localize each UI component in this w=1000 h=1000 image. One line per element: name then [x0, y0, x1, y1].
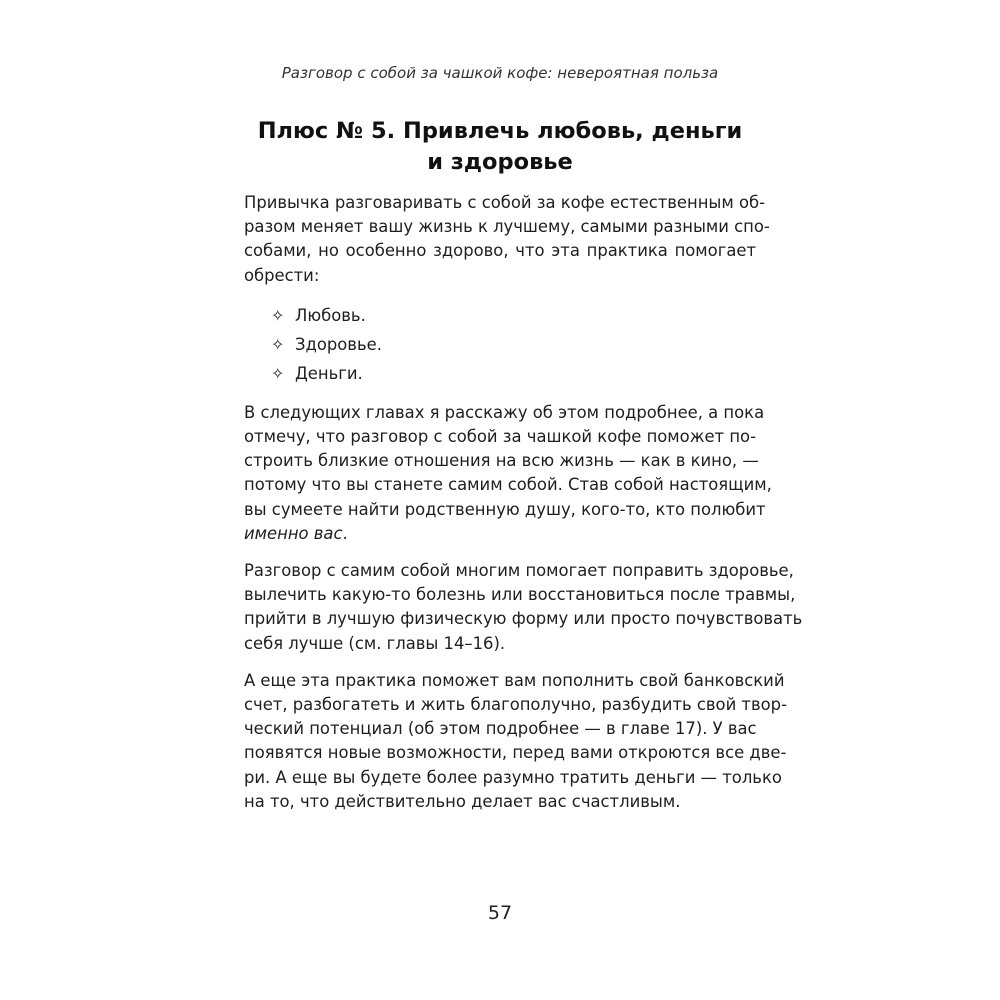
punctuation: .: [342, 523, 348, 543]
text-line: Разговор с самим собой многим помогает поправить здоровье,: [244, 561, 794, 581]
four-pointed-star-icon: ✧: [271, 363, 285, 383]
text-line: ческий потенциал (об этом подробнее — в главе 17). У вас: [244, 719, 757, 739]
chapter-title-line: Плюс № 5. Привлечь любовь, деньги: [257, 118, 743, 144]
paragraph-intro: [244, 191, 770, 288]
text-line: строить близкие отношения на всю жизнь — как в кино, —: [244, 451, 759, 471]
body-text: [244, 191, 803, 827]
text-line: обрести:: [244, 265, 320, 285]
text-line: разом меняет вашу жизнь к лучшему, самыми разными спо-: [244, 217, 770, 237]
list-item: [244, 330, 756, 359]
text-line: А еще эта практика поможет вам пополнить свой банковский: [244, 670, 785, 690]
chapter-title-line: и здоровье: [427, 149, 573, 175]
running-head: Разговор с собой за чашкой кофе: невероятная польза: [281, 64, 719, 82]
text-line: [244, 522, 756, 546]
text-line: счет, разбогатеть и жить благополучно, разбудить свой твор-: [244, 695, 787, 715]
text-line: отмечу, что разговор с собой за чашкой кофе поможет по-: [244, 427, 756, 447]
four-pointed-star-icon: ✧: [271, 334, 285, 354]
text-line: потому что вы станете самим собой. Став собой настоящим,: [244, 475, 772, 495]
list-item: [244, 359, 756, 388]
text-line: Привычка разговаривать с собой за кофе естественным об-: [244, 193, 766, 212]
text-line: собами, но особенно здорово, что эта практика помогает: [244, 241, 756, 261]
text-line: вы сумеете найти родственную душу, кого-то, кто полюбит: [244, 499, 766, 519]
list-item-text: Деньги.: [295, 363, 363, 383]
list-item-text: Здоровье.: [295, 334, 382, 354]
text-line: себя лучше (см. главы 14–16).: [244, 633, 506, 653]
text-line: ри. А еще вы будете более разумно тратить деньги — только: [244, 767, 782, 787]
four-pointed-star-icon: ✧: [271, 305, 285, 325]
text-line: на то, что действительно делает вас счастливым.: [244, 791, 681, 811]
text-line: прийти в лучшую физическую форму или просто почувствовать: [244, 609, 803, 629]
text-line: появятся новые возможности, перед вами откроются все две-: [244, 743, 787, 763]
page-number: 57: [487, 902, 513, 924]
text-line: вылечить какую-то болезнь или восстановиться после травмы,: [244, 585, 796, 605]
paragraph-money: [244, 669, 787, 814]
chapter-title: [200, 116, 800, 178]
list-item: [244, 301, 756, 330]
paragraph-relationships: [244, 401, 772, 546]
paragraph-health: [244, 559, 803, 656]
text-line: В следующих главах я расскажу об этом подробнее, а пока: [244, 402, 765, 422]
benefits-list: [244, 301, 756, 388]
emphasis-text: именно вас: [244, 523, 343, 543]
list-item-text: Любовь.: [295, 305, 366, 325]
